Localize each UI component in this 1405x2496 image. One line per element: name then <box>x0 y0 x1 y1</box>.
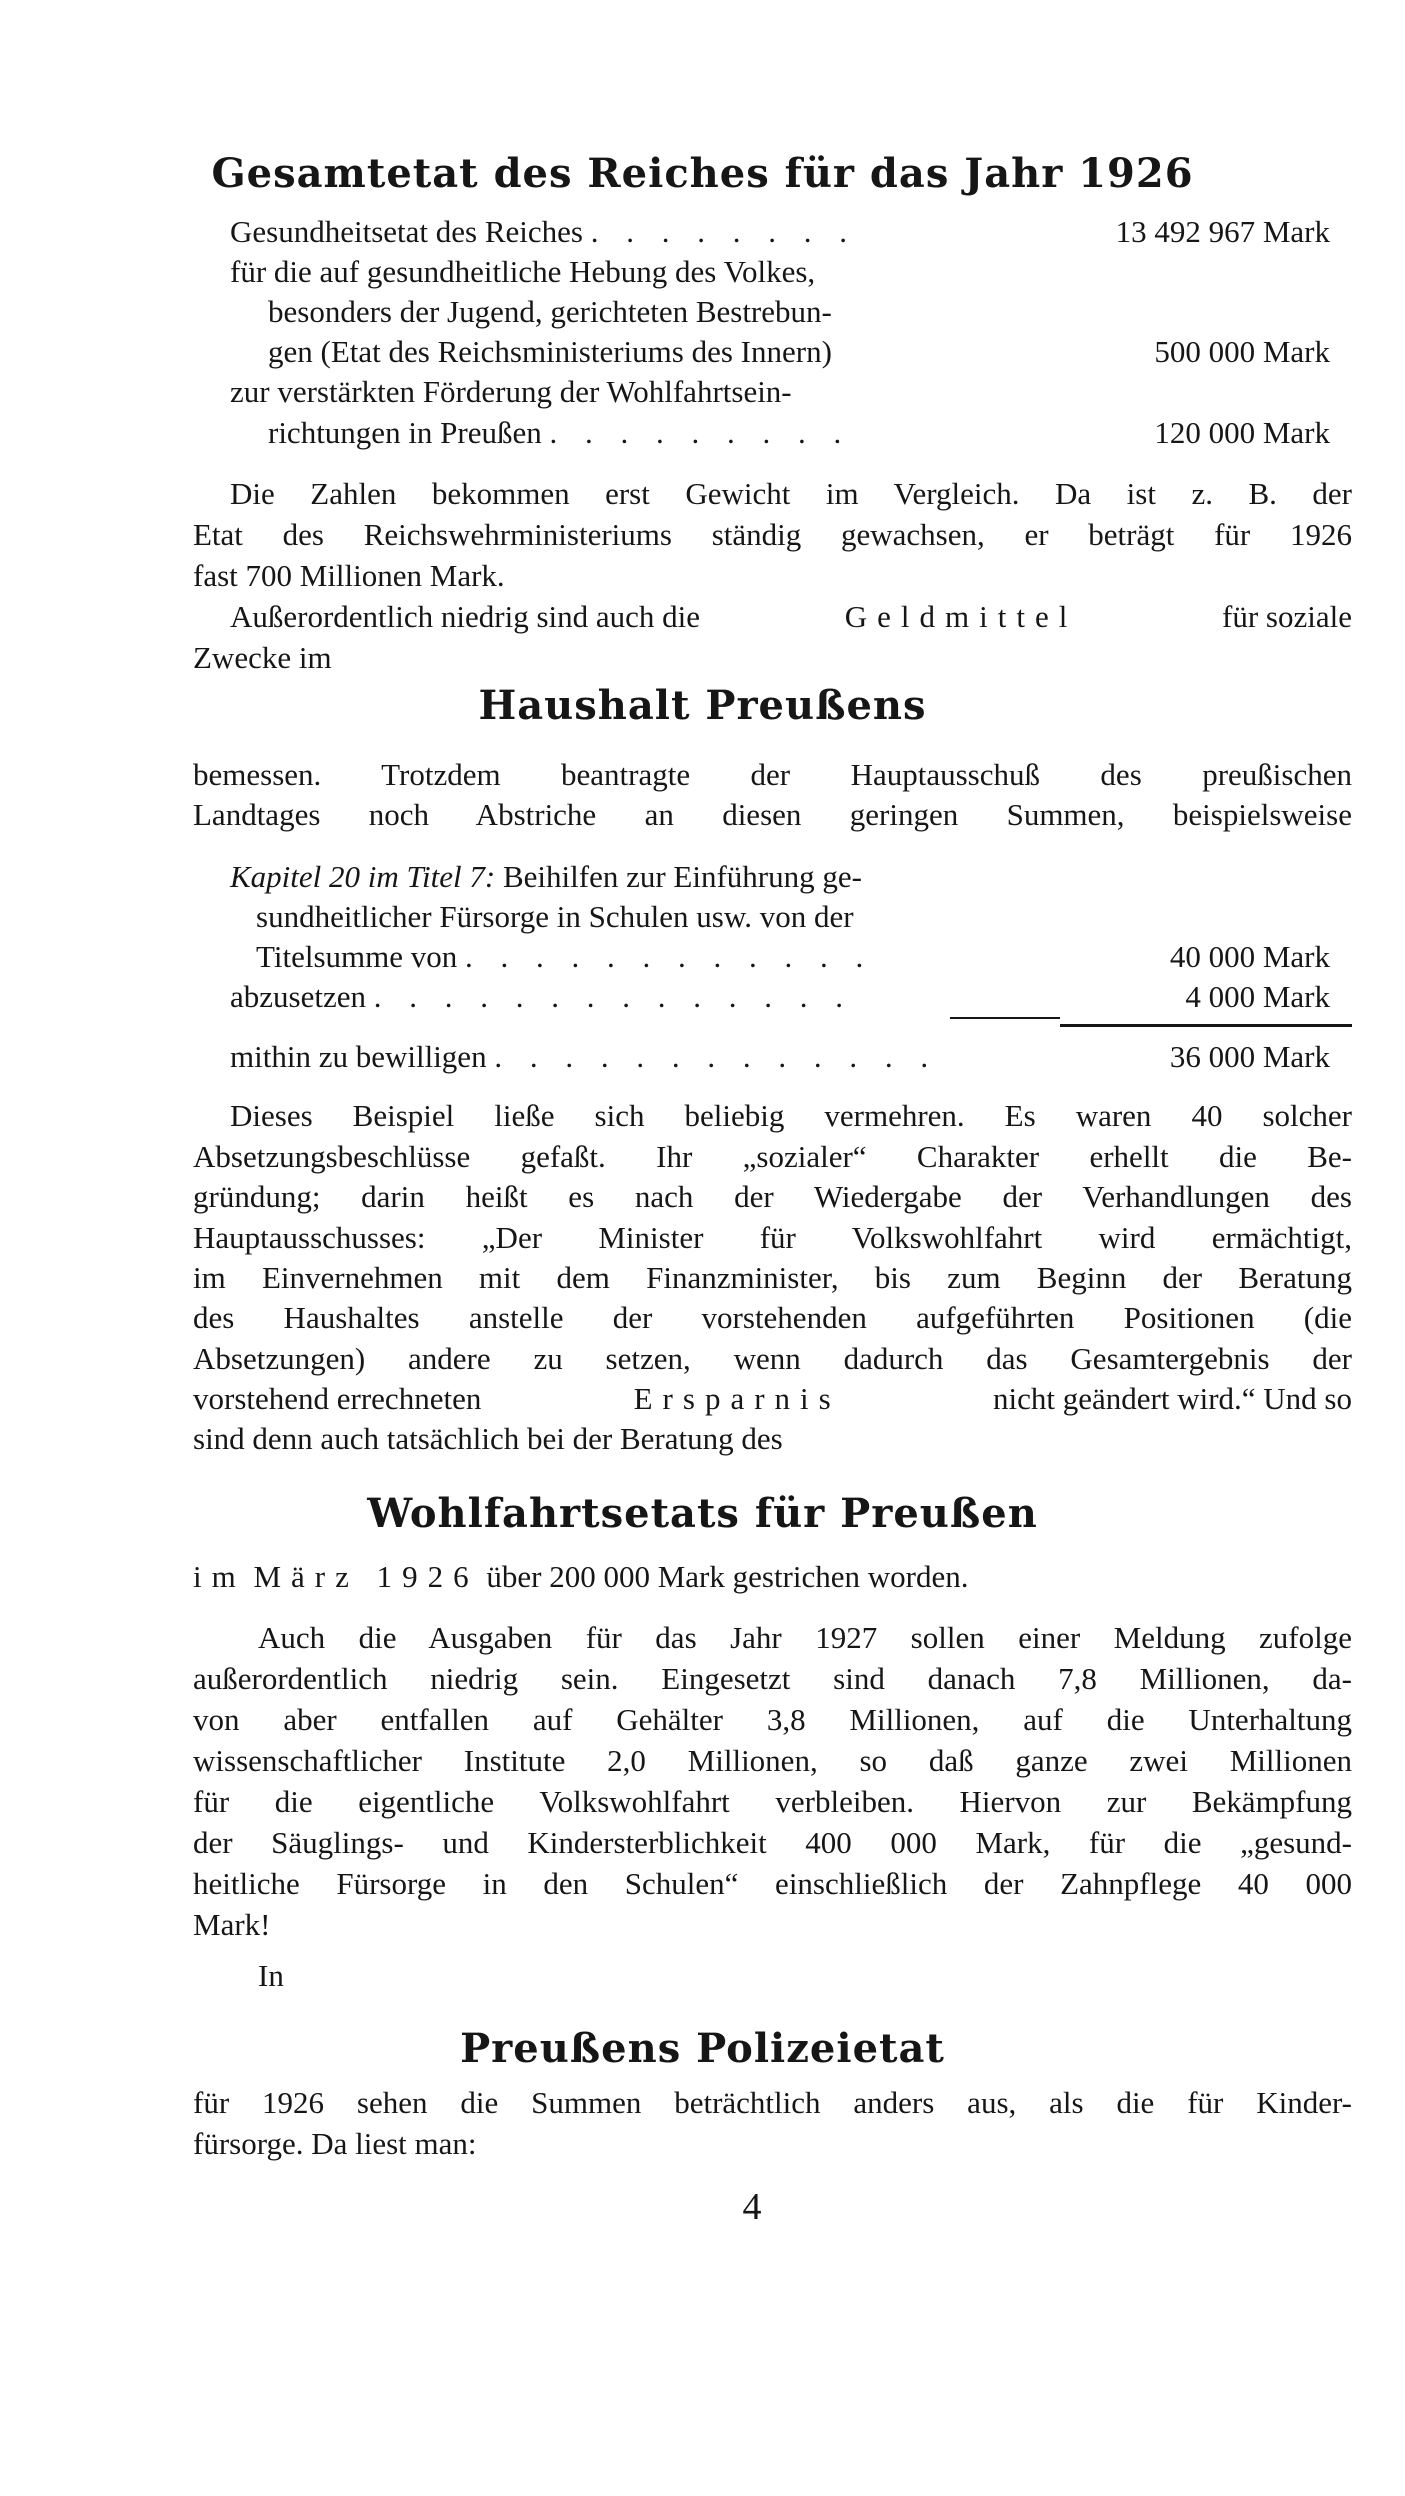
budget-row2-line3: gen (Etat des Reichsministeriums des Innern) <box>268 334 832 369</box>
para5-spaced-maerz: März 1926 <box>253 1559 479 1594</box>
para5-spaced-im: im <box>193 1559 246 1594</box>
para4-line5: im Einvernehmen mit dem Finanzminister, bis zum Beginn der Beratung <box>193 1260 1352 1295</box>
para6-line6: der Säuglings- und Kindersterblichkeit 400 000 Mark, für die „gesund- <box>193 1825 1352 1860</box>
page-number: 4 <box>742 2186 762 2228</box>
para2-text-c: für soziale <box>1222 599 1352 634</box>
para4-text-a: vorstehend errechneten <box>193 1381 482 1416</box>
para3-line1: bemessen. Trotzdem beantragte der Hauptausschuß des preußischen <box>193 757 1352 792</box>
calc-line5 <box>230 1037 938 1077</box>
leader-dots: . . . . . . . . . . . . <box>465 939 874 974</box>
para4-line6: des Haushaltes anstelle der vorstehenden aufgeführten Positionen (die <box>193 1300 1352 1335</box>
calc-line1-text: Beihilfen zur Einführung ge- <box>502 859 862 894</box>
budget-row1-amount: 13 492 967 Mark <box>1115 214 1330 249</box>
para4-line7: Absetzungen) andere zu setzen, wenn dadurch das Gesamtergebnis der <box>193 1341 1352 1376</box>
para4-spaced-ersparnis: Ersparnis <box>633 1381 841 1416</box>
calc-line4 <box>230 977 853 1017</box>
leader-dots: . . . . . . . . <box>590 214 857 249</box>
para6-line8: Mark! <box>193 1907 271 1942</box>
budget-row1-text: Gesundheitsetat des Reiches <box>230 214 583 249</box>
para6-line5: für die eigentliche Volkswohlfahrt verbleiben. Hiervon zur Bekämpfung <box>193 1784 1352 1819</box>
para6-line4: wissenschaftlicher Institute 2,0 Millionen, so daß ganze zwei Millionen <box>193 1743 1352 1778</box>
calc-line5-label: mithin zu bewilligen <box>230 1039 487 1074</box>
para6-line7: heitliche Fürsorge in den Schulen“ einschließlich der Zahnpflege 40 000 <box>193 1866 1352 1901</box>
heading-wohlfahrtsetats: Wohlfahrtsetats für Preußen <box>367 1490 1038 1537</box>
calc-line1 <box>230 857 862 897</box>
para3-line2: Landtages noch Abstriche an diesen geringen Summen, beispielsweise <box>193 797 1352 832</box>
budget-row2-line1: für die auf gesundheitliche Hebung des Volkes, <box>230 254 816 289</box>
para7-line1: für 1926 sehen die Summen beträchtlich anders aus, als die für Kinder- <box>193 2085 1352 2120</box>
para7-line2: fürsorge. Da liest man: <box>193 2126 477 2161</box>
heading-reichsetat: Gesamtetat des Reiches für das Jahr 1926 <box>211 150 1194 197</box>
calc-line4-amount: 4 000 Mark <box>1185 979 1330 1014</box>
para1-line2: Etat des Reichswehrministeriums ständig gewachsen, er beträgt für 1926 <box>193 517 1352 552</box>
para2-spaced-geldmittel: Geldmittel <box>844 599 1078 634</box>
para4-line1: Dieses Beispiel ließe sich beliebig vermehren. Es waren 40 solcher <box>230 1098 1352 1133</box>
para4-line9: sind denn auch tatsächlich bei der Beratung des <box>193 1421 783 1456</box>
leader-dots: . . . . . . . . . <box>549 415 852 450</box>
para6-line1: Auch die Ausgaben für das Jahr 1927 sollen einer Meldung zufolge <box>258 1620 1352 1655</box>
budget-row1-label <box>230 212 857 252</box>
calc-line4-label: abzusetzen <box>230 979 366 1014</box>
para6-line9: In <box>258 1958 284 1993</box>
para4-line3: gründung; darin heißt es nach der Wiedergabe der Verhandlungen des <box>193 1179 1352 1214</box>
leader-dots: . . . . . . . . . . . . . <box>494 1039 939 1074</box>
para4-text-c: nicht geändert wird.“ Und so <box>993 1381 1352 1416</box>
calc-line3-label: Titelsumme von <box>256 939 458 974</box>
para2-line1 <box>230 597 1352 637</box>
sum-rule-long <box>1060 1024 1352 1027</box>
budget-row2-amount: 500 000 Mark <box>1154 334 1330 369</box>
budget-row2-line2: besonders der Jugend, gerichteten Bestrebun- <box>268 294 832 329</box>
para6-line3: von aber entfallen auf Gehälter 3,8 Millionen, auf die Unterhaltung <box>193 1702 1352 1737</box>
para2-line2: Zwecke im <box>193 640 332 675</box>
para1-line3: fast 700 Millionen Mark. <box>193 558 505 593</box>
heading-haushalt-preussens: Haushalt Preußens <box>478 682 927 729</box>
para4-line4: Hauptausschusses: „Der Minister für Volkswohlfahrt wird ermächtigt, <box>193 1220 1352 1255</box>
calc-kapitel-ref: Kapitel 20 im Titel 7: <box>230 859 496 894</box>
para5-line1 <box>193 1557 968 1597</box>
budget-row3-line1: zur verstärkten Förderung der Wohlfahrtsein- <box>230 374 792 409</box>
budget-row3-line2 <box>268 413 851 453</box>
para4-line8 <box>193 1379 1352 1419</box>
leader-dots: . . . . . . . . . . . . . . <box>373 979 853 1014</box>
budget-row3-text: richtungen in Preußen <box>268 415 542 450</box>
para4-line2: Absetzungsbeschlüsse gefaßt. Ihr „sozialer“ Charakter erhellt die Be- <box>193 1139 1352 1174</box>
calc-line2: sundheitlicher Fürsorge in Schulen usw. von der <box>256 899 854 934</box>
budget-row3-amount: 120 000 Mark <box>1154 415 1330 450</box>
calc-line5-amount: 36 000 Mark <box>1169 1039 1330 1074</box>
calc-line3 <box>256 937 873 977</box>
sum-rule-short <box>950 1017 1060 1019</box>
heading-polizeietat: Preußens Polizeietat <box>460 2025 945 2072</box>
calc-line3-amount: 40 000 Mark <box>1169 939 1330 974</box>
para6-line2: außerordentlich niedrig sein. Eingesetzt sind danach 7,8 Millionen, da- <box>193 1661 1352 1696</box>
para1-line1: Die Zahlen bekommen erst Gewicht im Vergleich. Da ist z. B. der <box>230 476 1352 511</box>
para2-text-a: Außerordentlich niedrig sind auch die <box>230 599 701 634</box>
para5-text-c: über 200 000 Mark gestrichen worden. <box>486 1559 969 1594</box>
